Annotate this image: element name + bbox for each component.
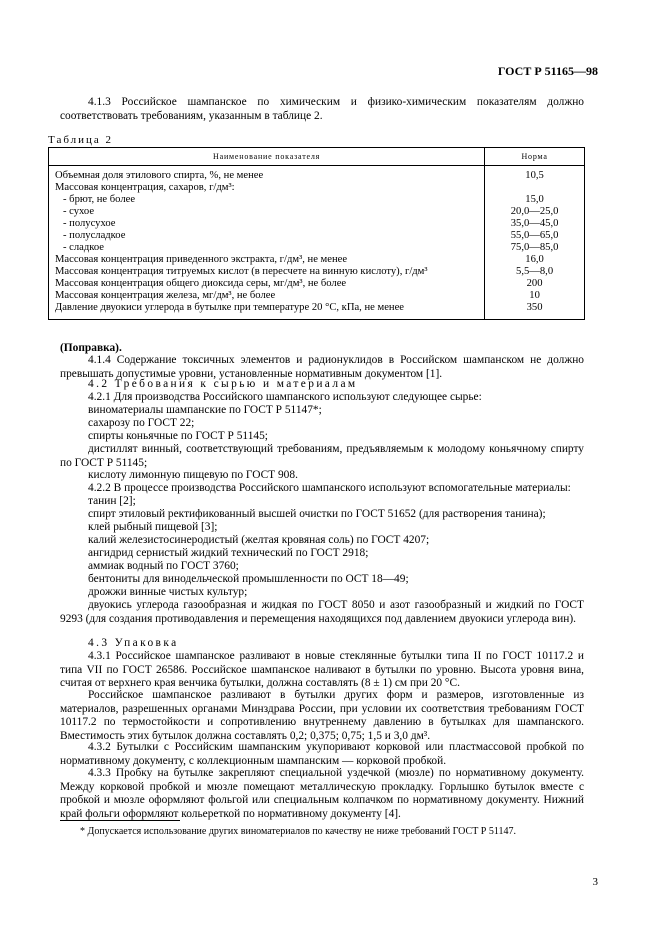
list-item: бентониты для винодельческой промышленности по ОСТ 18—49;: [88, 573, 409, 585]
row-value: 200: [485, 278, 585, 290]
table-header-norm: Норма: [485, 148, 585, 166]
section-4-3-title: 4.3 Упаковка: [88, 637, 179, 649]
table-row: [49, 182, 585, 194]
row-name: Давление двуокиси углерода в бутылке при температуре 20 °С, кПа, не менее: [49, 302, 485, 319]
list-item: клей рыбный пищевой [3];: [88, 521, 218, 533]
document-header: ГОСТ Р 51165—98: [497, 64, 598, 78]
table-header-name: Наименование показателя: [49, 148, 485, 166]
table-row: [49, 302, 585, 319]
table-2: [48, 147, 585, 320]
list-item: спирты коньячные по ГОСТ Р 51145;: [88, 430, 268, 442]
list-item: танин [2];: [88, 495, 136, 507]
footnote: * Допускается использование других виноматериалов по качеству не ниже требований ГОСТ Р 51147.: [80, 826, 516, 837]
row-name: Массовая концентрация титруемых кислот (в пересчете на винную кислоту), г/дм³: [49, 266, 485, 278]
list-item: сахарозу по ГОСТ 22;: [88, 417, 195, 429]
row-value: 55,0—65,0: [485, 230, 585, 242]
correction-note: (Поправка).: [60, 342, 122, 354]
table-row: [49, 254, 585, 266]
paragraph-4-1-4: 4.1.4 Содержание токсичных элементов и радионуклидов в Российском шампанском не должно превышать допустимые уровни, установленные нормативным документом [1].: [60, 354, 584, 380]
table-row: [49, 230, 585, 242]
paragraph-4-3-2: 4.3.2 Бутылки с Российским шампанским укупоривают корковой или пластмассовой пробкой по нормативному документу, с коллекционным шампанским — корковой пробкой.: [60, 741, 584, 767]
row-name: - брют, не более: [49, 194, 485, 206]
list-item: дрожжи винные чистых культур;: [88, 586, 248, 598]
row-value: 15,0: [485, 194, 585, 206]
table-row: [49, 194, 585, 206]
table-row: [49, 218, 585, 230]
row-value: 5,5—8,0: [485, 266, 585, 278]
table-row: [49, 278, 585, 290]
table-row: [49, 166, 585, 182]
row-name: - полусухое: [49, 218, 485, 230]
row-value: 75,0—85,0: [485, 242, 585, 254]
row-value: 35,0—45,0: [485, 218, 585, 230]
row-name: Объемная доля этилового спирта, %, не менее: [49, 166, 485, 182]
table-row: [49, 266, 585, 278]
table-caption: Таблица 2: [48, 134, 114, 146]
paragraph-4-1-3: 4.1.3 Российское шампанское по химическим и физико-химическим показателям должно соответствовать требованиям, указанным в таблице 2.: [60, 96, 584, 122]
paragraph-4-2-2: 4.2.2 В процессе производства Российского шампанского используют вспомогательные материалы:: [88, 482, 571, 494]
row-value: 10: [485, 290, 585, 302]
paragraph-4-3-1-b: Российское шампанское разливают в бутылки других форм и размеров, изготовленные из материалов, разрешенных органами Минздрава России, при условии их соответствия требованиям ГОСТ 10117.2 по термостойкости и сопротивлению внутреннему давлению в бутылках для шампанского. Вместимость этих бутылок должна составлять 0,2; 0,375; 0,75; 1,5 и 3,0 дм³.: [60, 689, 584, 743]
list-item: аммиак водный по ГОСТ 3760;: [88, 560, 239, 572]
paragraph-4-2-1: 4.2.1 Для производства Российского шампанского используют следующее сырье:: [88, 391, 482, 403]
list-item: ангидрид сернистый жидкий технический по ГОСТ 2918;: [88, 547, 369, 559]
row-name: Массовая концентрация общего диоксида серы, мг/дм³, не более: [49, 278, 485, 290]
list-item: спирт этиловый ректификованный высшей очистки по ГОСТ 51652 (для растворения танина);: [88, 508, 546, 520]
list-item: калий железистосинеродистый (желтая кровяная соль) по ГОСТ 4207;: [88, 534, 430, 546]
table-row: [49, 206, 585, 218]
row-value: [485, 182, 585, 194]
row-name: Массовая концентрация приведенного экстракта, г/дм³, не менее: [49, 254, 485, 266]
row-value: 350: [485, 302, 585, 319]
row-name: - сухое: [49, 206, 485, 218]
table-row: [49, 242, 585, 254]
row-name: Массовая концентрация, сахаров, г/дм³:: [49, 182, 485, 194]
paragraph-4-3-3: 4.3.3 Пробку на бутылке закрепляют специальной уздечкой (мюзле) по нормативному документу. Между корковой пробкой и мюзле помещают металлическую прокладку. Горлышко бутылок вместе с пробкой и мюзле оформляют фольгой или специальным колпачком по нормативному документу. Нижний край фольги оформляют кольереткой по нормативному документу [4].: [60, 767, 584, 821]
row-name: - полусладкое: [49, 230, 485, 242]
paragraph-4-3-1: 4.3.1 Российское шампанское разливают в новые стеклянные бутылки типа II по ГОСТ 10117.2 и типа VII по ГОСТ 26586. Российское шампанское наливают в бутылки по уровню. Высота уровня вина, считая от верхнего края венчика бутылки, должна составлять (8 ± 1) см при 20 °С.: [60, 650, 584, 690]
row-value: 16,0: [485, 254, 585, 266]
footnote-divider: [60, 820, 180, 821]
row-name: - сладкое: [49, 242, 485, 254]
list-item: виноматериалы шампанские по ГОСТ Р 51147*;: [88, 404, 322, 416]
row-name: Массовая концентрация железа, мг/дм³, не более: [49, 290, 485, 302]
row-value: 20,0—25,0: [485, 206, 585, 218]
list-item: кислоту лимонную пищевую по ГОСТ 908.: [88, 469, 298, 481]
table-row: [49, 290, 585, 302]
row-value: 10,5: [485, 166, 585, 182]
section-4-2-title: 4.2 Требования к сырью и материалам: [88, 378, 358, 390]
list-item: дистиллят винный, соответствующий требованиям, предъявляемым к молодому коньячному спирту по ГОСТ Р 51145;: [60, 443, 584, 469]
page-number: 3: [592, 876, 598, 888]
list-item: двуокись углерода газообразная и жидкая по ГОСТ 8050 и азот газообразный и жидкий по ГОСТ 9293 (для создания противодавления и перемещения находящихся под давлением двуокиси углерода вин).: [60, 599, 584, 625]
